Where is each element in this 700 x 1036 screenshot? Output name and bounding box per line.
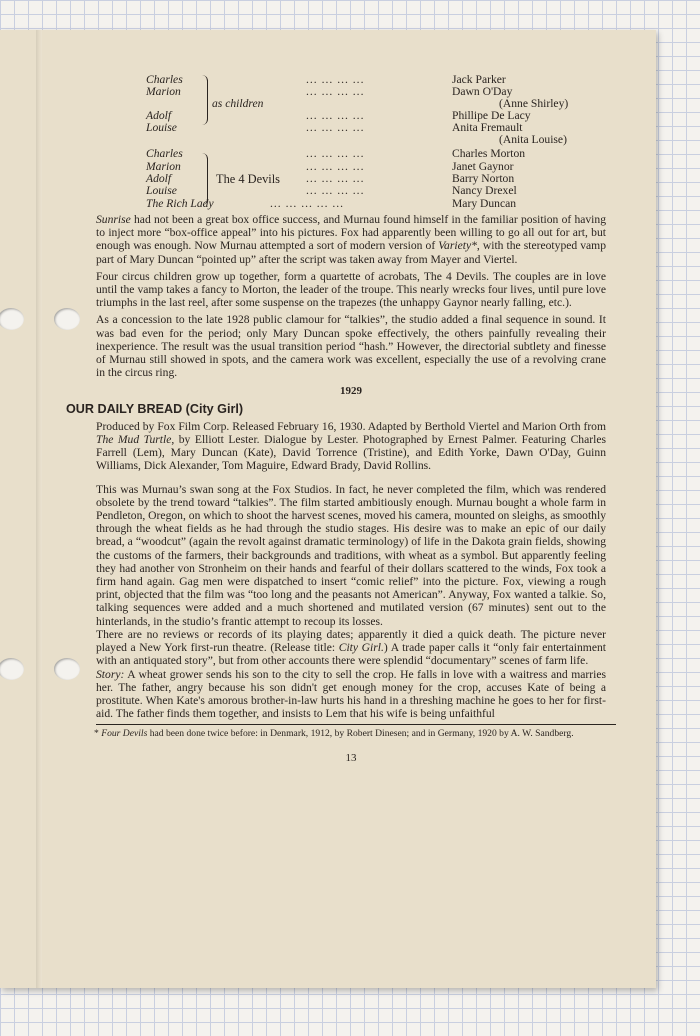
footnote-rule: [96, 724, 616, 725]
cast-group-label: The 4 Devils: [216, 172, 281, 186]
paragraph-text: , with the stereotyped vamp part of Mary Duncan “pointed up” after the script was taken away from Mayer and Viertel.: [96, 239, 606, 266]
leader-dots: ... ... ... ...: [306, 147, 365, 160]
cast-actor: Jack Parker: [452, 73, 506, 86]
cast-actor: Barry Norton: [452, 172, 515, 185]
cast-actor: Anita Fremault: [452, 121, 523, 134]
cast-actor: Charles Morton: [452, 147, 526, 160]
footnote-mark: *: [94, 728, 102, 740]
footnote-title: Four Devils: [101, 728, 148, 740]
cast-role: Charles: [146, 73, 183, 86]
paragraph: [96, 628, 606, 668]
cast-row: [146, 184, 606, 197]
cast-row: [146, 133, 606, 146]
book-title-italic: The Mud Turtle: [96, 433, 172, 447]
leader-dots: ... ... ... ...: [306, 73, 365, 86]
cast-actor: (Anita Louise): [499, 133, 567, 146]
punch-hole: [0, 308, 24, 330]
cast-role: Louise: [146, 184, 177, 197]
paragraph-text: There are no reviews or records of its playing dates; apparently it died a quick death. The picture never played a New York first-run theatre. (Release title:: [96, 627, 606, 655]
cast-row: [146, 197, 606, 210]
paragraph: As a concession to the late 1928 public clamour for “talkies”, the studio added a final sequence in sound. It was bad even for the period; only Mary Duncan spoke effectively, the others painfully revealing their inexperience. The result was the usual transition period “hash.” However, the directorial subtlety and finesse of Murnau still showed in spots, and the camera work was excellent, especially the use of a revolving crane in the circus ring.: [96, 313, 606, 380]
cast-group-label: as children: [212, 97, 264, 110]
leader-dots: ... ... ... ...: [306, 184, 365, 197]
page-number: 13: [345, 752, 357, 765]
paragraph: [96, 213, 606, 266]
release-title-italic: City Girl.: [338, 641, 384, 655]
cast-actor: Mary Duncan: [452, 197, 517, 210]
paragraph: [96, 668, 606, 721]
footnote: [94, 728, 606, 739]
cast-actor: (Anne Shirley): [499, 97, 569, 110]
leader-dots: ... ... ... ...: [306, 172, 365, 185]
cast-role: Adolf: [146, 172, 172, 185]
cast-actor: Phillipe De Lacy: [452, 109, 531, 122]
cast-actor: Janet Gaynor: [452, 160, 514, 173]
leader-dots: ... ... ... ...: [306, 109, 365, 122]
leader-dots: ... ... ... ...: [306, 160, 365, 173]
cast-role: Charles: [146, 147, 183, 160]
cast-actor: Nancy Drexel: [452, 184, 517, 197]
film-heading: OUR DAILY BREAD (City Girl): [66, 401, 244, 416]
leader-dots: ... ... ... ...: [306, 121, 365, 134]
credits-paragraph: [96, 420, 606, 473]
cast-role: Louise: [146, 121, 177, 134]
paragraph: This was Murnau’s swan song at the Fox Studios. In fact, he never completed the film, which was rendered obsolete by the trend toward “talkies”. The film started ambitiously enough. Murnau bought a whole farm in Pendleton, Oregon, on which to shoot the harvest scenes, moved his camera, mounted on sleighs, as smoothly through the wheat fields as he had through the studio stages. His desire was to make an epic of our daily bread, a “woodcut” (again the revolt against dramatic terminology) of life in the Dakota grain fields, showing the customs of the farmers, their backgrounds and traditions, with wheat as a symbol. But apparently feeling they had another von Stronheim on their hands and fearful of their dollars scattered to the winds, Fox took a firm hand again. Gag men were dispatched to insert “comic relief” into the picture. Fox, viewing a rough print, objected that the film was “too long and the peasants not American”. Anyway, Fox wanted a talkie. So, talking sequences were added and a much shortened and mutilated version (67 minutes) sent out to the hinterlands, in the studio’s frantic attempt to recoup its losses.: [96, 482, 606, 628]
film-title-italic: Variety*: [438, 239, 477, 253]
footnote-text: had been done twice before: in Denmark, 1912, by Robert Dinesen; and in Germany, 1920 by A. W. Sandberg.: [147, 728, 574, 740]
leader-dots: ... ... ... ...: [306, 85, 365, 98]
page-fold-shadow: [36, 30, 42, 988]
paragraph-text: , by Elliott Lester. Dialogue by Lester. Photographed by Ernest Palmer. Featuring Charles Farrell (Lem), Mary Duncan (Kate), David Torrence (Tristine), and Edith Yorke, Dawn O'Day, Guinn Williams, Dick Alexander, Tom Maguire, Edward Brady, David Rollins.: [96, 433, 606, 473]
punch-hole: [0, 658, 24, 680]
page-content: [66, 73, 606, 766]
punch-hole: [54, 658, 80, 680]
cast-actor: Dawn O'Day: [452, 85, 513, 98]
paragraph-text: had not been a great box office success, and Murnau found himself in the familiar position of having to inject more “box-office appeal” into his pictures. Fox had apparently been willing to go all out for art, but enough was enough. Now Murnau attempted a sort of modern version of: [96, 213, 606, 253]
cast-role: Marion: [146, 85, 181, 98]
cast-row: [146, 147, 606, 160]
cast-role: Adolf: [146, 109, 172, 122]
year-heading: 1929: [340, 385, 362, 398]
cast-role: Marion: [146, 160, 181, 173]
paragraph-text: ) A trade paper calls it “only fair entertainment with an antiquated story”, but from other accounts there were splendid “documentary” scenes of farm life.: [96, 641, 606, 668]
paragraph-text: Produced by Fox Film Corp. Released February 16, 1930. Adapted by Berthold Viertel and Marion Orth from: [96, 419, 606, 433]
cast-role: The Rich Lady: [146, 197, 214, 210]
film-title-italic: Sunrise: [96, 213, 131, 226]
paragraph-text: A wheat grower sends his son to the city to sell the crop. He falls in love with a waitress and marries her. The father, angry because his son didn't get enough money for the crop, accuses Kate of being a prostitute. When Kate's amorous brother-in-law hurts his hand in a threshing machine he goes to her for first-aid. The father finds them together, and insists to Lem that his wife is being unfaithful: [96, 667, 606, 721]
paragraph: Four circus children grow up together, form a quartette of acrobats, The 4 Devils. The couples are in love until the vamp takes a fancy to Morton, the leader of the troupe. This nearly wrecks four lives, until pure love triumphs in the last reel, after some suspense on the trapezes (the unhappy Gaynor nearly falling, etc.).: [96, 269, 606, 310]
cast-list: [146, 73, 606, 213]
story-label: Story:: [96, 667, 125, 681]
leader-dots: ... ... ... ... ...: [270, 197, 345, 210]
punch-hole: [54, 308, 80, 330]
